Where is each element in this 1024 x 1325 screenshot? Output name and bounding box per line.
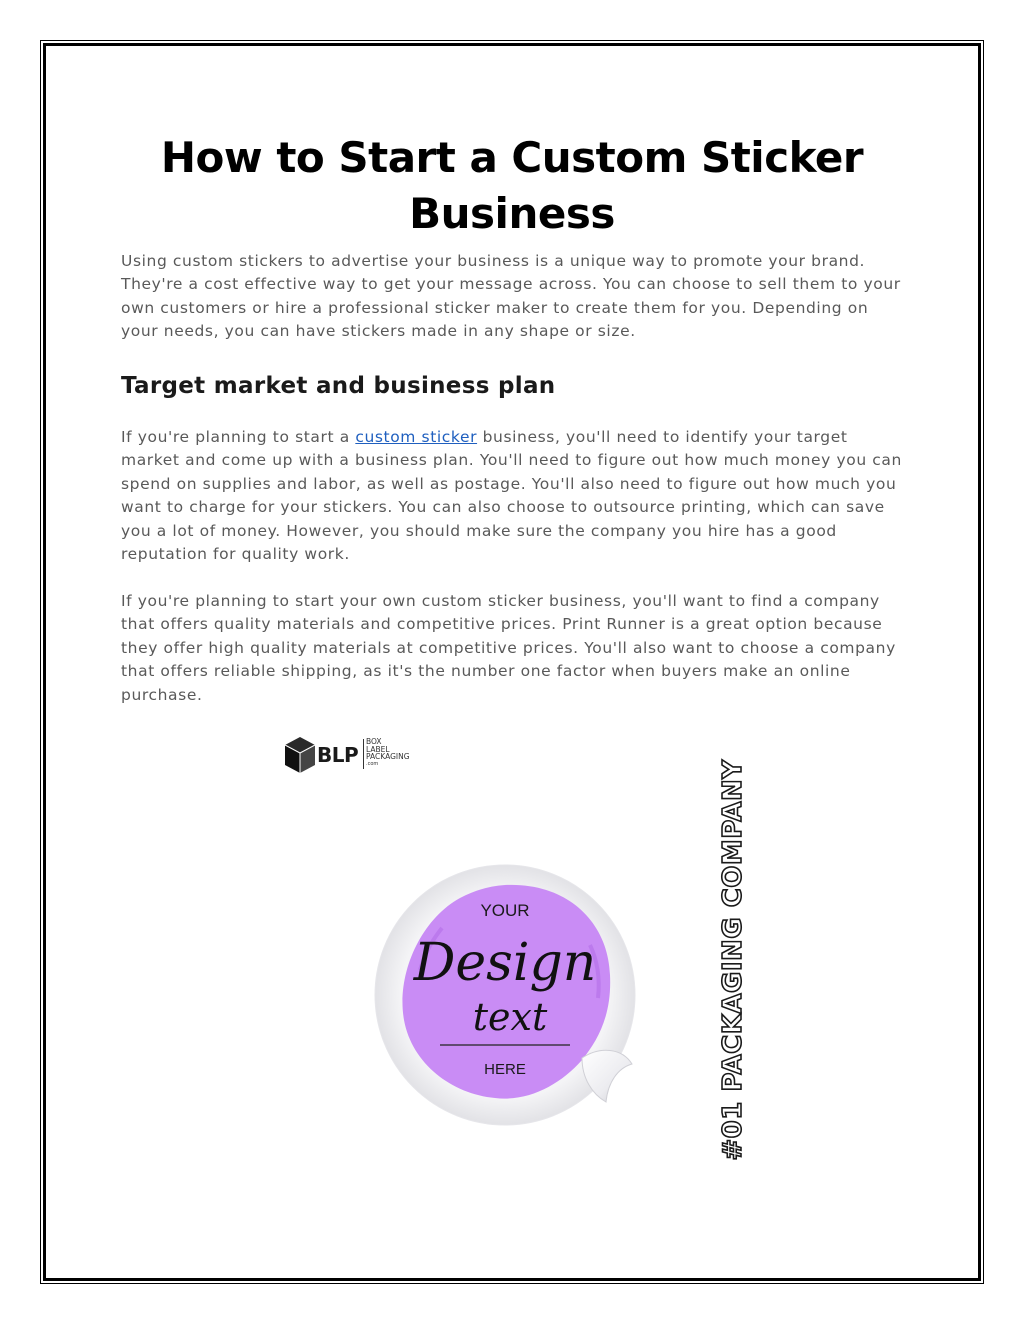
logo-divider	[363, 739, 364, 769]
paragraph-target-market	[121, 426, 911, 566]
sticker-text-here: HERE	[484, 1061, 526, 1078]
logo-wordmark: BLP	[317, 743, 359, 767]
para1-text-before: If you're planning to start a	[121, 428, 356, 446]
blp-logo	[283, 735, 423, 775]
custom-sticker-link[interactable]: custom sticker	[355, 428, 478, 446]
logo-line-packaging: PACKAGING	[366, 752, 410, 761]
paragraph-supplier: If you're planning to start your own custom sticker business, you'll want to find a company that offers quality materials and competitive prices. Print Runner is a great option because they offer high quality materials at competitive prices. You'll also want to choose a company that offers reliable shipping, as it's the number one factor when buyers make an online purchase.	[121, 592, 896, 704]
box-logo-icon	[283, 735, 317, 775]
page-title: How to Start a Custom Sticker Business	[160, 133, 864, 238]
logo-line-com: .com	[366, 760, 379, 767]
sticker-text-your: YOUR	[480, 901, 530, 920]
sticker-text-text: text	[472, 995, 548, 1039]
logo-subtext	[366, 738, 426, 767]
logo-line-box: BOX	[366, 737, 382, 746]
section-heading: Target market and business plan	[121, 373, 556, 399]
sticker-image	[360, 850, 650, 1140]
para1-text-after: business, you'll need to identify your target market and come up with a business plan. You'll need to figure out how much money you can spend on supplies and labor, as well as postage. You'll also need to figure out how much you want to charge for your stickers. You can also choose to outsource printing, which can save you a lot of money. However, you should make sure the company you hire has a good reputation for quality work.	[121, 428, 902, 564]
logo-line-label: LABEL	[366, 744, 390, 754]
vertical-tagline: #01 PACKAGING COMPANY	[718, 759, 748, 1161]
intro-paragraph: Using custom stickers to advertise your business is a unique way to promote your brand. They're a cost effective way to get your message across. You can choose to sell them to your own customers or hire a professional sticker maker to create them for you. Depending on your needs, you can have stickers made in any shape or size.	[121, 252, 901, 341]
sticker-text-design: Design	[413, 933, 597, 993]
